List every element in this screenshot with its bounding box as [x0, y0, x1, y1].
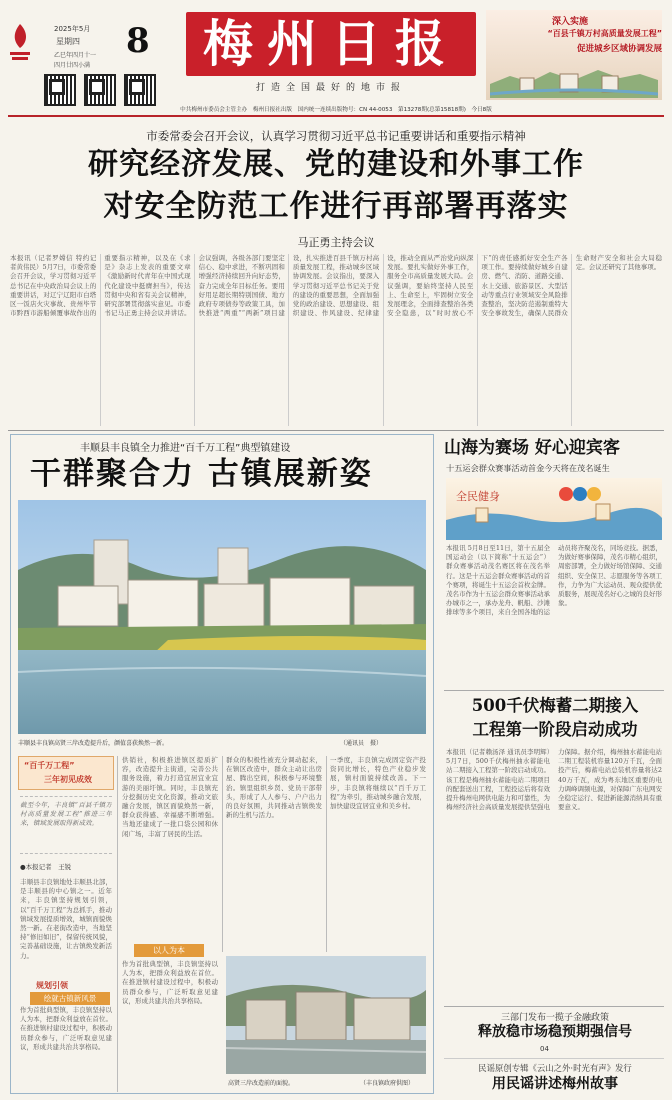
- masthead-rule: [8, 115, 664, 117]
- date-line: 2025年5月: [54, 25, 91, 33]
- right1-body: 本报讯 5月8日至11日，第十五届全国运动会（以下简称“十五运会”）群众赛事活动茂名赛区将在茂名举行。这是十五运会群众赛事活动的首个赛项，将诞生十五运会首枚金牌。茂名市作为十五运会群众赛事活动承办城市之一，承办龙舟、帆船、沙滩排球等多个项目，来自全国各地的运动员将齐聚茂名，同场竞技。据悉，为做好赛事保障，茂名市精心组织，周密部署，全力做好场馆保障、交通组织、安全保卫、志愿服务等各项工作，力争为广大运动员、观众提供优质服务，展现茂名好心之城的良好形象。: [446, 544, 662, 617]
- feature-body-col1a: 丰顺县丰良镇地处丰顺县北部，是丰顺县的中心镇之一。近年来，丰良镇坚持规划引领，以“百千万工程”为总抓手，推动镇域发展提质增效，城镇面貌焕然一新。在老街改造中，当地坚持“修旧如旧”，保留传统风貌，完善基础设施，让古镇焕发新活力。: [20, 878, 112, 960]
- feature-photo-caption: 丰顺县丰良镇高贤三岸改造提升后，颜值喜获焕然一新。: [18, 740, 169, 747]
- feature-photo-2-credit: （丰良镇政府供图）: [360, 1080, 415, 1087]
- lead-headline-1: 研究经济发展、党的建设和外事工作: [88, 147, 584, 182]
- right-separator-3: [444, 1058, 664, 1059]
- feature-photo-2: [226, 956, 426, 1074]
- feature-kicker: 丰顺县丰良镇全力推进“百千万工程”典型镇建设: [80, 443, 291, 454]
- qr-code-1: [44, 74, 76, 106]
- newspaper-logo-icon: [6, 22, 34, 62]
- feature-body-col3: 群众的积极性被充分调动起来，在镇区改造中，群众主动让出房屋、腾出空间，积极参与环境整治。镇里组织乡贤、党员干部带头，形成了人人参与、户户出力的良好氛围，共同推动古镇焕发新的生机与活力。: [226, 756, 322, 820]
- feature-body-col2b: 作为首批典型镇，丰良镇坚持以人为本，把群众利益放在首位。在推进镇村建设过程中，积极动员群众参与，广泛听取意见建议，形成共建共治共享格局。: [122, 960, 218, 1005]
- right-separator-2: [444, 1006, 664, 1007]
- right3-page-ref: 04: [540, 1045, 549, 1053]
- qr-code-2: [84, 74, 116, 106]
- promo-subtitle: 促进城乡区域协调发展: [576, 44, 662, 54]
- lunar-date-1: 乙巳年四月十一: [54, 52, 97, 59]
- info-line: 中共梅州市委员会主管主办 梅州日报社出版 国内统一连续出版物号：CN 44-0053 第13278期(总第15818期) 今日8版: [180, 107, 492, 113]
- right1-subhead: 十五运会群众赛事活动首金今天将在茂名诞生: [446, 463, 610, 473]
- right2-headline-2: 工程第一阶段启动成功: [472, 720, 638, 739]
- feature-headline: 干群聚合力 古镇展新姿: [30, 456, 373, 492]
- lunar-date-2: 四月廿四小满: [54, 62, 91, 69]
- qr-code-3: [124, 74, 156, 106]
- feature-body-col2: 供销社，积极推进镇区提质扩容，改造提升主街道，完善公共服务设施，着力打造宜居宜业宜游的美丽圩镇。同时，丰良镇充分挖掘历史文化资源，推动文旅融合发展，镇区面貌焕然一新，群众获得感、幸福感不断增强。当地还建成了一批口袋公园和休闲广场，丰富了居民的生活。: [122, 756, 218, 838]
- right3-headline: 释放稳市场稳预期强信号: [478, 1024, 632, 1040]
- lead-body: 本报讯（记者罗嫦信 特约记者黄伟民）5月7日，市委常委会召开会议，学习贯彻习近平总书记在中央政治局会议上的重要讲话，对辽宁辽阳市白塔区一饭店火灾事故、贵州毕节市黔西市游船倾覆事故作出的重要指示精神，以及在《求是》杂志上发表的重要文章《激励新时代青年在中国式现代化建设中挺膺担当》，传达贯彻中央和省有关会议精神，研究部署贯彻落实意见。市委书记马正勇主持会议并讲话。会议强调，各级各部门要坚定信心、稳中求进，不断巩固和增强经济持续回升向好态势，奋力完成全年目标任务。要用好用足超长期特别国债、地方政府专项债券等政策工具，加快推进“两重”“两新”项目建设，扎实推进百县千镇万村高质量发展工程，推动城乡区域协调发展。会议指出，要深入学习贯彻习近平总书记关于党的建设的重要思想，全面加强党的政治建设、思想建设、组织建设、作风建设、纪律建设，推动全面从严治党向纵深发展。要扎实做好外事工作，服务全市高质量发展大局。会议强调，要始终坚持人民至上、生命至上，牢固树立安全发展理念，全面排查整治各类安全隐患，以“时时放心不下”的责任感抓好安全生产各项工作。要持续做好城乡自建房、燃气、消防、道路交通、水上交通、旅游景区、大型活动等重点行业领域安全风险排查整治，坚决防范遏制重特大安全事故发生，确保人民群众生命财产安全和社会大局稳定。会议还研究了其他事项。: [10, 254, 662, 318]
- lead-separator: [8, 430, 664, 431]
- feature-intro: 截至今年，丰良镇“百县千镇万村高质量发展工程”推进三年来，镇域发展取得新成效。: [20, 796, 112, 854]
- promo-illustration: [490, 58, 658, 98]
- right3-kicker-2: 民谣原创专辑《云山之外·时光有声》发行: [478, 1063, 632, 1073]
- feature-photo: [18, 500, 426, 734]
- subhead-people: 以人为本: [134, 944, 204, 957]
- right-separator-1: [444, 690, 664, 691]
- svg-text:全民健身: 全民健身: [456, 490, 500, 503]
- games-banner: [446, 478, 662, 540]
- feature-photo-credit: （通讯员 摄）: [340, 740, 383, 747]
- feature-byline: ●本报记者 王锐: [20, 863, 72, 871]
- masthead: [0, 0, 672, 118]
- lead-byline: 马正勇主持会议: [297, 236, 375, 249]
- col-divider-1: [117, 756, 118, 1092]
- subhead-plan: 规划引领: [36, 981, 68, 990]
- right2-headline-1: 500千伏梅蓄二期接入: [471, 696, 639, 715]
- lead-kicker: 市委常委会召开会议，认真学习贯彻习近平总书记重要讲话和重要指示精神: [146, 129, 526, 143]
- feature-body-col1b: 作为首批典型镇，丰良镇坚持以人为本，把群众利益放在首位。在推进镇村建设过程中，积极动员群众参与，广泛听取意见建议，形成共建共治共享格局。: [20, 1006, 112, 1051]
- lead-headline-2: 对安全防范工作进行再部署再落实: [103, 189, 569, 224]
- badge-line-1: “百千万工程”: [24, 761, 75, 770]
- feature-photo-2-caption: 高贤三岸改造前的面貌。: [228, 1080, 295, 1087]
- badge-line-2: 三年初见成效: [44, 775, 92, 784]
- newspaper-title: 梅州日报: [203, 14, 459, 73]
- promo-label: 深入实施: [552, 17, 589, 27]
- right1-headline: 山海为赛场 好心迎宾客: [444, 438, 620, 458]
- col-divider-2: [222, 756, 223, 952]
- subhead-plan-b: 绘就古镇新风景: [30, 992, 110, 1005]
- col-divider-3: [326, 756, 327, 952]
- right2-body: 本报讯（记者赖汤泽 通讯员李明辉）5月7日，500千伏梅州抽水蓄能电站二期接入工程第一阶段启动成功。该工程是梅州抽水蓄能电站二期项目的配套送出工程，工程投运后将有效提升梅州电网供电能力和可靠性，为梅州经济社会高质量发展提供坚强电力保障。据介绍，梅州抽水蓄能电站二期工程装机容量120万千瓦，全面投产后，梅蓄电站总装机容量将达240万千瓦，成为粤东地区重要的电力调峰调频电源，对保障广东电网安全稳定运行、促进新能源消纳具有重要意义。: [446, 748, 662, 812]
- feature-body-col4: 一季度，丰良镇完成固定资产投资同比增长，特色产业稳步发展，镇村面貌持续改善。下一步，丰良镇将继续以“百千万工程”为牵引，推动城乡融合发展，加快建设宜居宜业和美乡村。: [330, 756, 426, 811]
- promo-title: “百县千镇万村高质量发展工程”: [547, 29, 662, 38]
- day-number: 8: [126, 21, 150, 61]
- right3-headline-2: 用民谣讲述梅州故事: [492, 1076, 618, 1092]
- right3-kicker: 三部门发布一揽子金融政策: [500, 1013, 609, 1023]
- weekday: 星期四: [56, 37, 80, 46]
- slogan: 打造全国最好的地市报: [255, 83, 406, 93]
